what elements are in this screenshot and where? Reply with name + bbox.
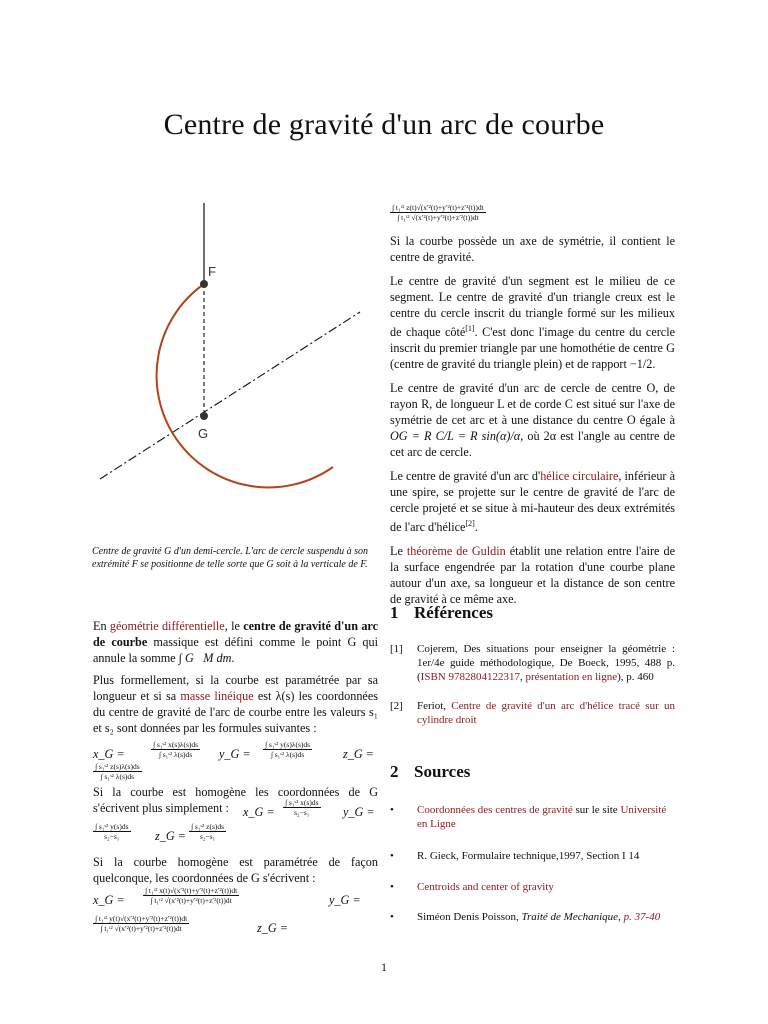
sources-heading: 2 Sources — [390, 762, 471, 781]
footnote-1[interactable]: [1] — [465, 324, 475, 333]
sources-list: • Coordonnées des centres de gravité sur le site Université en Ligne • R. Gieck, Formulaire technique,1997, Section I 14 • Centroids and center of gravity • Siméon Denis Poisson, Traité de Mechanique, p. 37-40 — [390, 804, 667, 923]
link-universite-en-ligne[interactable]: Université en Ligne — [417, 804, 667, 830]
page-title: Centre de gravité d'un arc de courbe — [163, 108, 605, 141]
paragraph-homogeneous: Si la courbe est homogène les coordonnées de G s'écrivent plus simplement : — [93, 785, 378, 815]
paragraph-formal: Plus formellement, si la courbe est paramétrée par sa longueur et si sa masse linéique est λ(s) les coordonnées du centre de gravité de l'arc de courbe entre les valeurs s₁ et s₂ sont données par les formules suivantes : — [93, 673, 378, 735]
link-page-37-40[interactable]: p. 37-40 — [623, 911, 661, 923]
label-f: F — [208, 264, 216, 279]
link-centroids[interactable]: Centroids and center of gravity — [417, 881, 554, 893]
link-coordonnees[interactable]: Coordonnées des centres de gravité — [417, 804, 573, 816]
integral-expression: ∫ G⃗M dm — [178, 651, 232, 665]
figure-caption: Centre de gravité G d'un demi-cercle. L'arc de cercle suspendu à son extrémité F se positionne de telle sorte que G soit à la verticale de F. — [92, 546, 369, 571]
link-masse-lineique[interactable]: masse linéique — [180, 689, 254, 703]
paragraph-helix: Le centre de gravité d'un arc d'hélice circulaire, inférieur à une spire, se projette sur le centre de gravité de l'arc de cercle projeté et se situe à mi-hauteur des deux extrémités de l'arc d'hélice[2]. — [390, 469, 675, 535]
equation-zg-top: $\frac{\text{∫ t₁ᵗ² z(t)√(x′²(t)+y′²(t)+z′²(t))dt}}{\text{∫ t₁ᵗ² √(x′²(t)+y′²(t)+z′²(t))dt}}$ — [392, 203, 484, 222]
point-f — [200, 280, 208, 288]
term-centre-gravite: centre de gravité d'un arc de courbe — [93, 619, 379, 649]
footnote-2[interactable]: [2] — [465, 519, 475, 529]
paragraph-circle-arc: Le centre de gravité d'un arc de cercle de centre O, de rayon R, de longueur L et de corde C est situé sur l'axe de symétrie de cet arc et à une distance du centre O égale à OG = R C/L = R sin(α)/α, où 2α est l'angle au centre de cet arc de cercle. — [390, 381, 676, 460]
link-presentation[interactable]: présentation en ligne — [525, 671, 618, 683]
og-formula: OG = R C/L = R sin(α)/α — [390, 429, 521, 444]
equation-parametrized: x_G = $\frac{\text{∫ t₁ᵗ² x(t)√(x′²(t)+y′²(t)+z′²(t))dt}}{\text{∫ t₁ᵗ² √(x′²(t)+y′²(t)+z′²(t))dt}}$ y_G = $\frac{\text{∫ t₁ᵗ² y(t)√(x′²(t)+y′²(t)+z′²(t))dt}}{\text{∫ t₁ᵗ² √(x′²(t)+y′²(t)+z′²(t))dt}}$ z_G = — [93, 886, 361, 935]
page-number: 1 — [381, 960, 387, 974]
link-helice-circulaire[interactable]: hélice circulaire — [540, 469, 619, 484]
point-g — [200, 412, 208, 420]
references-list: [1] Cojerem, Des situations pour enseigner la géométrie : 1er/4e guide méthodologique, De Boeck, 1995, 488 p. (ISBN 9782804122317, présentation en ligne), p. 460 [2] Feriot, Centre de gravité d'un arc d'hélice tracé sur un cylindre droit — [390, 643, 675, 726]
paragraph-symmetry: Si la courbe possède un axe de symétrie, il contient le centre de gravité. — [390, 234, 675, 264]
equation-weighted: x_G = $\frac{\text{∫ s₁ˢ² x(s)λ(s)ds}}{\text{∫ s₁ˢ² λ(s)ds}}$ y_G = $\frac{\text{∫ s₁ˢ² y(s)λ(s)ds}}{\text{∫ s₁ˢ² λ(s)ds}}$ z_G = $\frac{\text{∫ s₁ˢ² z(s)λ(s)ds}}{\text{∫ s₁ˢ² λ(s)ds}}$ — [93, 740, 374, 781]
link-feriot-helice[interactable]: Centre de gravité d'un arc d'hélice tracé sur un cylindre droit — [417, 700, 675, 726]
paragraph-guldin: Le théorème de Guldin établit une relation entre l'aire de la surface engendrée par la rotation d'une courbe plane autour d'un axe, sa longueur et la distance de son centre de gravité à ce même axe. — [390, 544, 676, 607]
figure-semicircle — [88, 195, 368, 495]
paragraph-segment-triangle: Le centre de gravité d'un segment est le milieu de ce segment. Le centre de gravité d'un triangle creux est le centre du cercle inscrit du triangle formé sur les milieux de chaque côté[1]. C'est donc l'image du centre du cercle inscrit du premier triangle par une homothétie de centre G (centre de gravité du triangle plein) et de rapport −1/2. — [390, 274, 676, 372]
references-heading: 1 Références — [390, 603, 493, 622]
left-column — [93, 618, 378, 938]
link-isbn[interactable]: ISBN 9782804122317 — [420, 671, 520, 683]
paragraph-parametrized: Si la courbe homogène est paramétrée de façon quelconque, les coordonnées de G s'écrivent : — [93, 855, 378, 885]
symmetry-axis-line — [100, 312, 360, 479]
paragraph-definition: En géométrie différentielle, le centre de gravité d'un arc de courbe massique est défini comme le point G qui annule la somme ∫ G⃗M dm. — [93, 619, 379, 665]
right-column — [390, 203, 675, 615]
link-geometrie-differentielle[interactable]: géométrie différentielle — [109, 619, 225, 633]
link-theoreme-guldin[interactable]: théorème de Guldin — [406, 544, 506, 559]
label-g: G — [198, 426, 209, 441]
equation-homogeneous: x_G = $\frac{\text{∫ s₁ˢ² x(s)ds}}{\text{s₂−s₁}}$ y_G = $\frac{\text{∫ s₁ˢ² y(s)ds}}{\text{s₂−s₁}}$ z_G = $\frac{\text{∫ s₁ˢ² z(s)ds}}{\text{s₂−s₁}}$ — [95, 798, 375, 843]
